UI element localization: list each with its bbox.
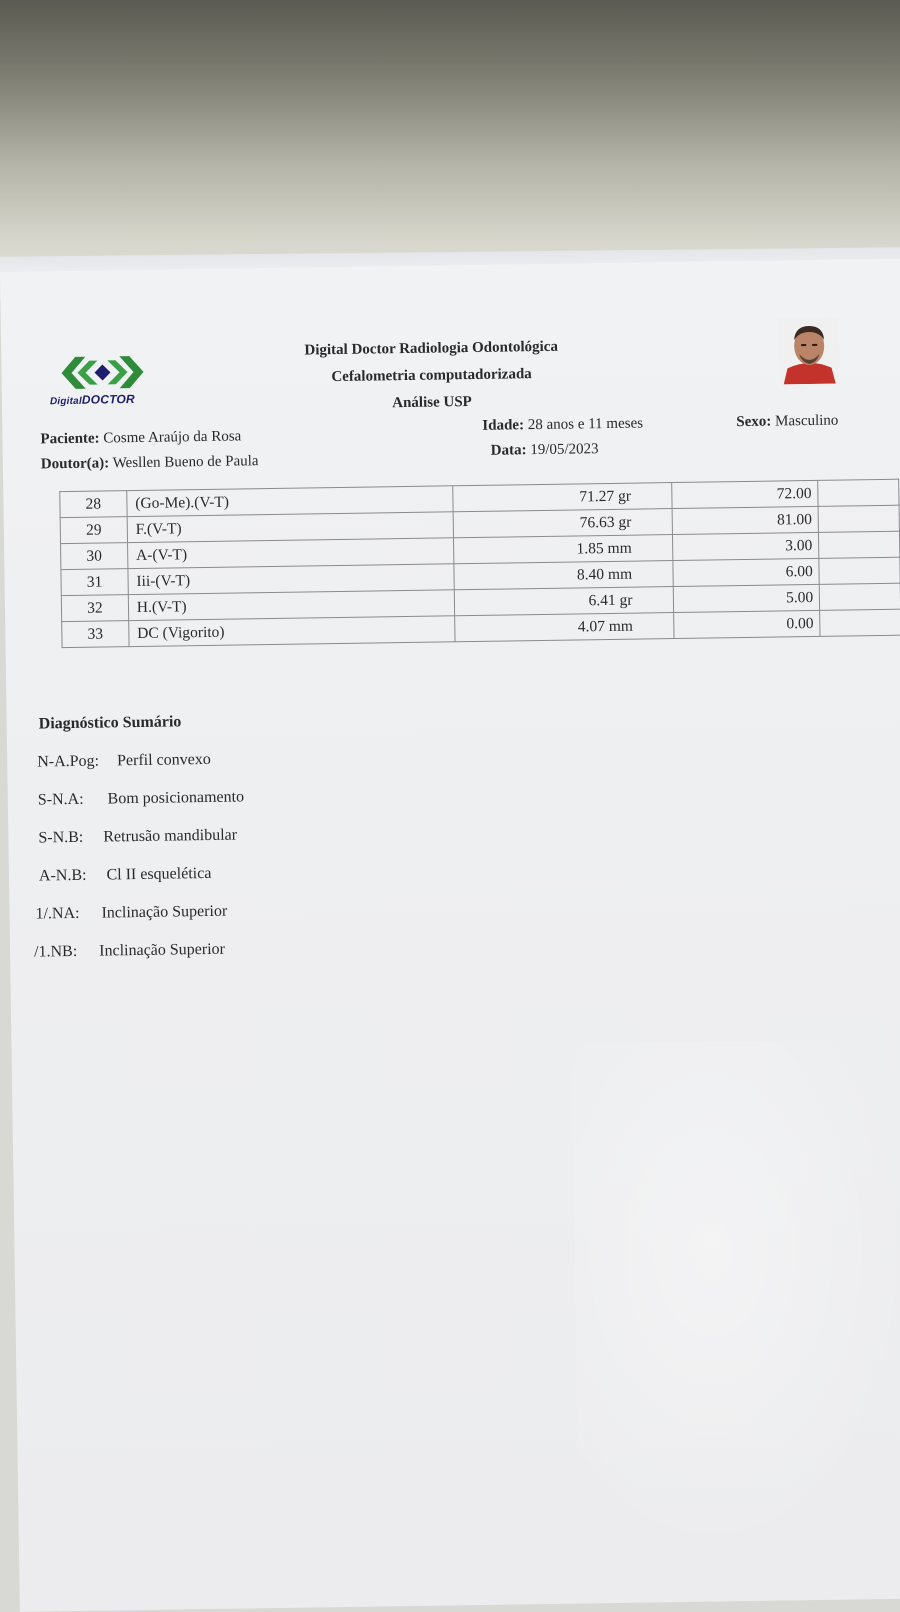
date-value: 19/05/2023 <box>530 441 599 459</box>
report-header <box>241 333 622 420</box>
light-glare <box>572 1039 900 1564</box>
measure-blank-cell <box>818 479 899 506</box>
sex-value: Masculino <box>774 412 839 430</box>
diagnosis-label: 1/.NA: <box>35 904 80 923</box>
measure-reference: 6.00 <box>672 558 819 586</box>
measure-name: F.(V-T) <box>127 512 454 543</box>
report-subtitle: Cefalometria computadorizada <box>331 366 532 386</box>
measure-value: 4.07 mm <box>455 613 674 642</box>
diagnosis-item <box>37 751 211 772</box>
patient-line <box>40 428 241 448</box>
measure-name: DC (Vigorito) <box>129 616 456 647</box>
diagnosis-value: Retrusão mandibular <box>103 826 238 846</box>
measure-name: (Go-Me).(V-T) <box>127 486 454 517</box>
diagnosis-item <box>35 903 227 924</box>
measure-reference: 5.00 <box>673 584 820 612</box>
measure-value: 71.27 gr <box>453 483 672 512</box>
diagnosis-item <box>34 941 225 962</box>
measurements-table <box>59 479 900 648</box>
measure-number: 28 <box>60 491 127 518</box>
diagnosis-item <box>38 827 237 848</box>
measure-number: 29 <box>60 517 127 544</box>
measure-value: 6.41 gr <box>454 587 673 616</box>
date-label: Data: <box>490 442 527 459</box>
age-label: Idade: <box>482 417 525 434</box>
diagnosis-label: N-A.Pog: <box>37 752 100 771</box>
logo-text-prefix: Digital <box>49 395 82 408</box>
measure-name: H.(V-T) <box>128 590 455 621</box>
measure-blank-cell <box>819 583 900 610</box>
doctor-line <box>41 453 259 473</box>
measure-value: 76.63 gr <box>453 509 672 538</box>
measure-name: A-(V-T) <box>127 538 454 569</box>
diagnosis-label: S-N.B: <box>38 828 84 847</box>
age-line <box>482 415 643 434</box>
report-sheet <box>0 259 900 1612</box>
patient-label: Paciente: <box>40 430 100 448</box>
measure-number: 32 <box>61 595 128 622</box>
measure-number: 30 <box>61 543 128 570</box>
measure-blank-cell <box>818 505 899 532</box>
diagnosis-label: A-N.B: <box>38 866 87 885</box>
measure-number: 33 <box>62 621 129 648</box>
diagnosis-value: Inclinação Superior <box>99 940 226 960</box>
analysis-title: Análise USP <box>392 394 472 412</box>
sex-line <box>736 413 838 432</box>
measure-reference: 81.00 <box>672 506 819 534</box>
measure-reference: 3.00 <box>672 532 819 560</box>
diagnosis-value: Cl II esquelética <box>106 864 212 884</box>
sex-label: Sexo: <box>736 413 772 431</box>
patient-name: Cosme Araújo da Rosa <box>103 428 242 447</box>
patient-photo <box>779 318 840 385</box>
diagnosis-item <box>38 788 244 809</box>
measure-value: 8.40 mm <box>454 561 673 590</box>
measure-value: 1.85 mm <box>454 535 673 564</box>
diagnosis-label: S-N.A: <box>37 790 84 809</box>
measure-blank-cell <box>820 609 900 636</box>
logo-arrows-icon <box>57 352 148 393</box>
clinic-title: Digital Doctor Radiologia Odontológica <box>304 338 559 359</box>
diagnosis-value: Bom posicionamento <box>107 788 245 808</box>
diagnosis-value: Inclinação Superior <box>101 902 228 922</box>
measure-blank-cell <box>819 531 900 558</box>
measure-reference: 0.00 <box>673 610 820 638</box>
diagnosis-item <box>39 865 212 886</box>
digital-doctor-logo <box>49 352 162 410</box>
measure-name: Iii-(V-T) <box>128 564 455 595</box>
doctor-name: Wesllen Bueno de Paula <box>112 453 259 472</box>
summary-title: Diagnóstico Sumário <box>38 713 182 733</box>
doctor-label: Doutor(a): <box>40 455 110 473</box>
measure-reference: 72.00 <box>671 480 818 508</box>
diagnosis-label: /1.NB: <box>33 942 78 961</box>
logo-text <box>50 392 135 407</box>
date-line <box>491 441 599 460</box>
age-value: 28 anos e 11 meses <box>527 415 644 434</box>
measure-blank-cell <box>819 557 900 584</box>
diagnosis-value: Perfil convexo <box>116 750 211 770</box>
measure-number: 31 <box>61 569 128 596</box>
logo-text-suffix: DOCTOR <box>81 392 135 407</box>
